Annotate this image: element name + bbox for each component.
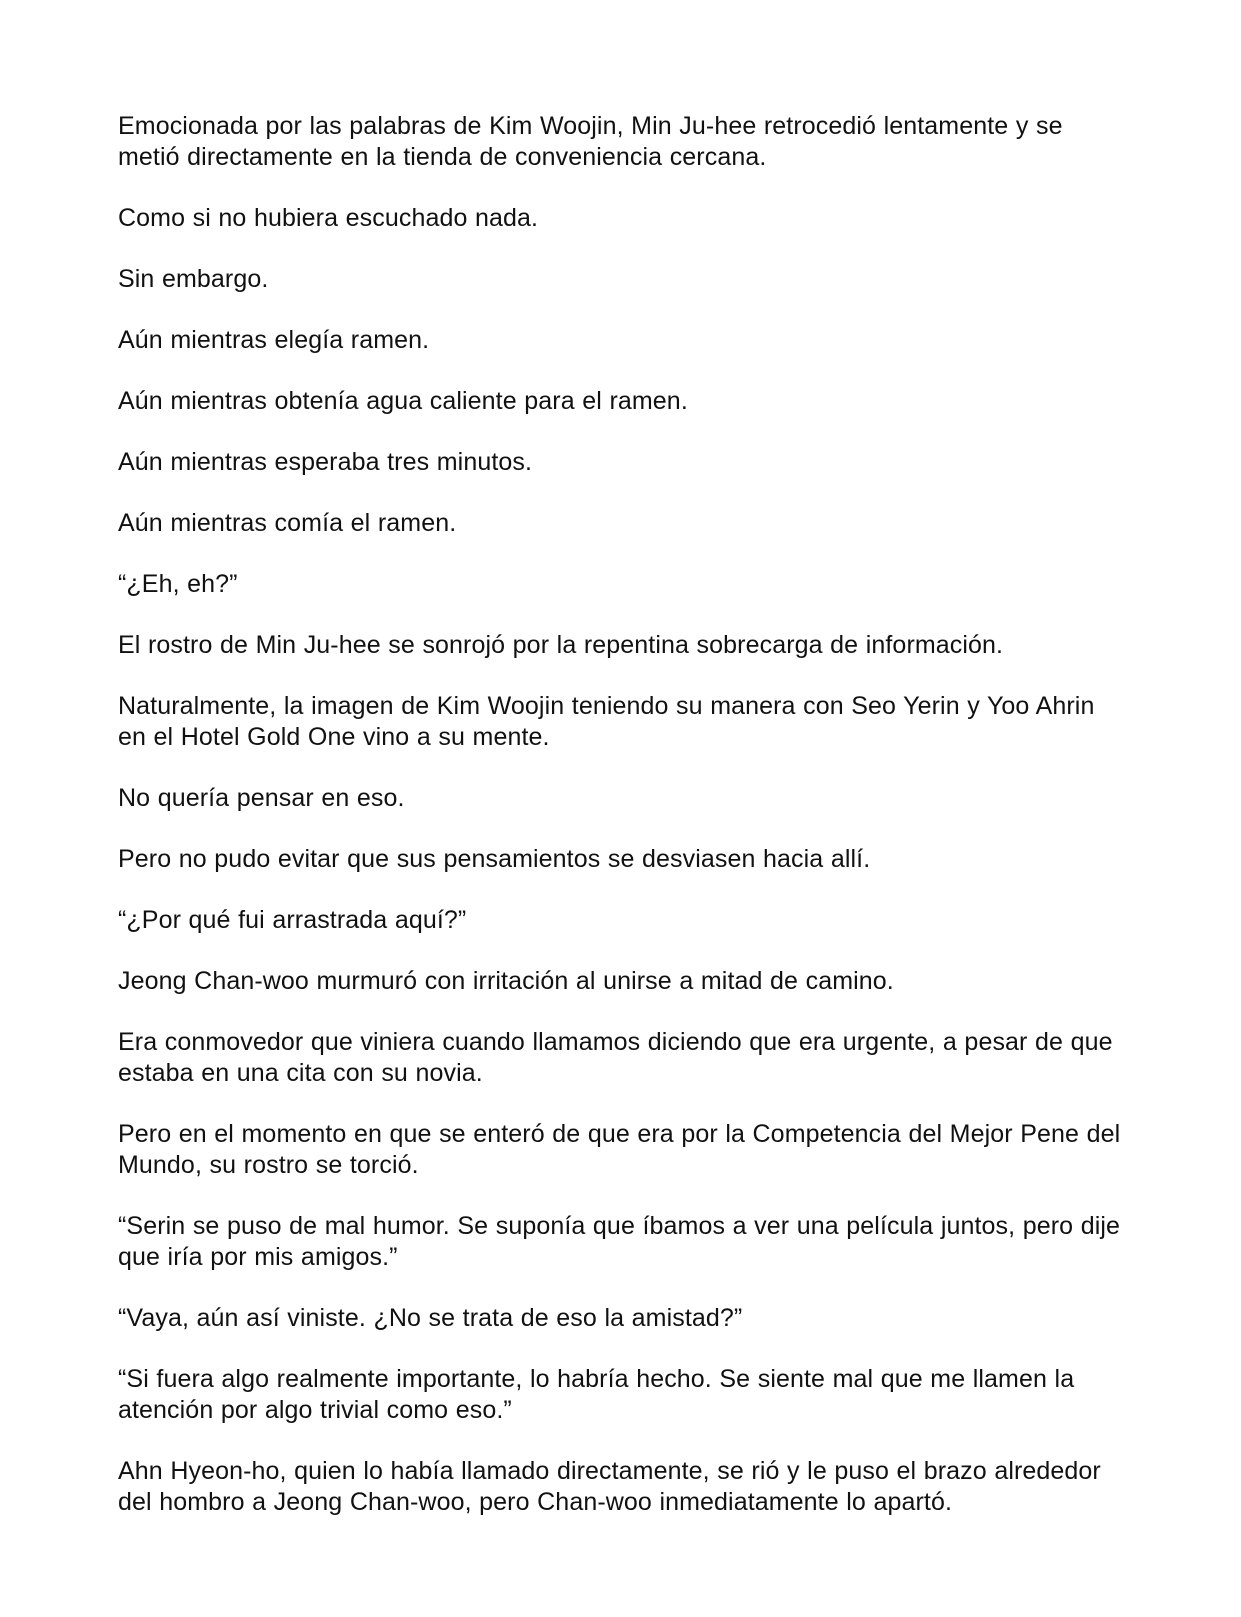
paragraph: Como si no hubiera escuchado nada. <box>118 204 539 232</box>
paragraph: No quería pensar en eso. <box>118 784 405 812</box>
paragraph: Aún mientras elegía ramen. <box>118 326 430 354</box>
paragraph: Ahn Hyeon-ho, quien lo había llamado directamente, se rió y le puso el brazo alrededor del hombro a Jeong Chan-woo, pero Chan-woo inmediatamente lo apartó. <box>118 1457 1101 1516</box>
paragraph: Aún mientras comía el ramen. <box>118 509 457 537</box>
paragraph: “Vaya, aún así viniste. ¿No se trata de eso la amistad?” <box>118 1304 743 1332</box>
document-body <box>118 111 1123 1548</box>
paragraph: El rostro de Min Ju-hee se sonrojó por la repentina sobrecarga de información. <box>118 631 1004 659</box>
paragraph: “¿Eh, eh?” <box>118 570 238 598</box>
paragraph: Pero no pudo evitar que sus pensamientos se desviasen hacia allí. <box>118 845 871 873</box>
paragraph: Pero en el momento en que se enteró de que era por la Competencia del Mejor Pene del Mundo, su rostro se torció. <box>118 1120 1121 1179</box>
paragraph: “Si fuera algo realmente importante, lo habría hecho. Se siente mal que me llamen la atención por algo trivial como eso.” <box>118 1365 1075 1424</box>
paragraph: Era conmovedor que viniera cuando llamamos diciendo que era urgente, a pesar de que estaba en una cita con su novia. <box>118 1028 1113 1087</box>
paragraph: Aún mientras esperaba tres minutos. <box>118 448 533 476</box>
paragraph: Jeong Chan-woo murmuró con irritación al unirse a mitad de camino. <box>118 967 894 995</box>
paragraph: Emocionada por las palabras de Kim Woojin, Min Ju-hee retrocedió lentamente y se metió directamente en la tienda de conveniencia cercana. <box>118 112 1063 171</box>
paragraph: “¿Por qué fui arrastrada aquí?” <box>118 906 467 934</box>
paragraph: Naturalmente, la imagen de Kim Woojin teniendo su manera con Seo Yerin y Yoo Ahrin en el Hotel Gold One vino a su mente. <box>118 692 1095 751</box>
paragraph: Sin embargo. <box>118 265 269 293</box>
paragraph: Aún mientras obtenía agua caliente para el ramen. <box>118 387 688 415</box>
paragraph: “Serin se puso de mal humor. Se suponía que íbamos a ver una película juntos, pero dije que iría por mis amigos.” <box>118 1212 1121 1271</box>
